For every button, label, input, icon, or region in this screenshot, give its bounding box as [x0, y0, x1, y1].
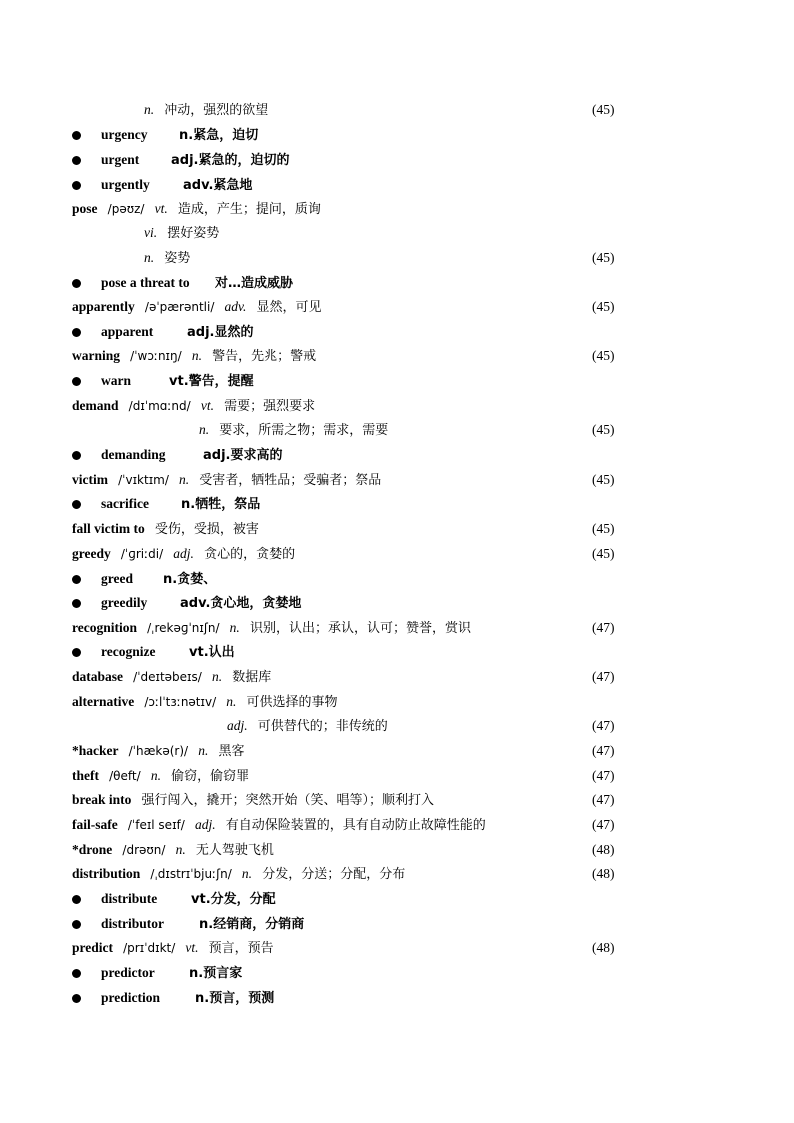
- vocab-line: [72, 788, 632, 812]
- vocab-line: [72, 468, 632, 492]
- derived-word: greedily: [101, 595, 148, 610]
- derived-definition: adv.紧急地: [183, 178, 253, 193]
- headword: pose: [72, 201, 98, 216]
- derived-definition: n.牺牲，祭品: [181, 497, 261, 512]
- definition: 要求，所需之物；需求，需要: [219, 423, 389, 438]
- page-reference: (45): [592, 521, 615, 536]
- definition: 警告，先兆；警戒: [212, 349, 317, 364]
- part-of-speech: n.: [191, 348, 202, 363]
- derivative-line: [72, 492, 632, 516]
- phonetic: /drəʊn/: [122, 843, 166, 857]
- definition: 姿势: [164, 251, 191, 266]
- definition: 摆好姿势: [167, 226, 220, 241]
- part-of-speech: adj.: [227, 718, 248, 733]
- derived-definition: adj.要求高的: [203, 448, 283, 463]
- headword: theft: [72, 768, 99, 783]
- definition: 冲动，强烈的欲望: [164, 103, 269, 118]
- bullet-icon: [72, 451, 81, 460]
- derivative-line: [72, 591, 632, 615]
- headword: distribution: [72, 866, 141, 881]
- definition: 有自动保险装置的，具有自动防止故障性能的: [225, 818, 486, 833]
- vocab-line: [72, 418, 759, 442]
- phonetic: /ˈɡriːdi/: [120, 547, 164, 561]
- page-reference: (45): [592, 546, 615, 561]
- bullet-icon: [72, 920, 81, 929]
- vocab-line: [72, 542, 632, 566]
- phonetic: /ˈhækə(r)/: [128, 744, 189, 758]
- derived-word: sacrifice: [101, 496, 149, 511]
- derived-word: demanding: [101, 447, 166, 462]
- page-reference: (47): [592, 669, 615, 684]
- phonetic: /ˈvɪktɪm/: [118, 473, 169, 487]
- derivative-line: [72, 961, 632, 985]
- page-reference: (48): [592, 866, 615, 881]
- headword: predict: [72, 940, 113, 955]
- part-of-speech: vt.: [154, 201, 168, 216]
- page-reference: (47): [592, 743, 615, 758]
- page-reference: (45): [592, 472, 615, 487]
- bullet-icon: [72, 500, 81, 509]
- definition: 需要；强烈要求: [224, 399, 316, 414]
- phonetic: /dɪˈmɑːnd/: [128, 399, 191, 413]
- part-of-speech: vt.: [185, 940, 199, 955]
- vocab-line: [72, 764, 632, 788]
- page-reference: (45): [592, 102, 615, 117]
- part-of-speech: n.: [226, 694, 237, 709]
- vocab-line: [72, 221, 704, 245]
- derivative-line: [72, 369, 632, 393]
- part-of-speech: adj.: [173, 546, 194, 561]
- page-reference: (48): [592, 842, 615, 857]
- definition: 可供替代的；非传统的: [257, 719, 388, 734]
- page-reference: (45): [592, 250, 615, 265]
- derived-word: distribute: [101, 891, 158, 906]
- headword: fail-safe: [72, 817, 118, 832]
- vocab-line: [72, 690, 632, 714]
- vocab-line: [72, 517, 632, 541]
- derived-definition: n.预言家: [189, 966, 243, 981]
- derivative-line: [72, 640, 632, 664]
- headword: greedy: [72, 546, 111, 561]
- phonetic: /ˈwɔːnɪŋ/: [130, 349, 182, 363]
- part-of-speech: n.: [150, 768, 161, 783]
- part-of-speech: n.: [179, 472, 190, 487]
- derived-word: greed: [101, 571, 133, 586]
- vocab-line: [72, 813, 632, 837]
- part-of-speech: n.: [211, 669, 223, 684]
- headword: break into: [72, 792, 132, 807]
- derivative-line: [72, 567, 632, 591]
- page-reference: (47): [592, 718, 615, 733]
- bullet-icon: [72, 994, 81, 1003]
- phonetic: /əˈpærəntli/: [144, 300, 215, 314]
- phonetic: /ˈfeɪl seɪf/: [127, 818, 185, 832]
- vocab-line: [72, 862, 632, 886]
- part-of-speech: vi.: [144, 225, 158, 240]
- derivative-line: [72, 320, 632, 344]
- vocab-line: [72, 295, 632, 319]
- derived-word: apparent: [101, 324, 154, 339]
- derived-word: predictor: [101, 965, 155, 980]
- derived-word: urgently: [101, 177, 150, 192]
- derived-definition: n.预言，预测: [195, 991, 275, 1006]
- headword: victim: [72, 472, 108, 487]
- part-of-speech: adj.: [194, 817, 216, 832]
- derivative-line: [72, 912, 632, 936]
- definition: 可供选择的事物: [246, 695, 338, 710]
- definition: 强行闯入，撬开；突然开始（笑、唱等）；顺利打入: [141, 793, 435, 808]
- part-of-speech: n.: [144, 250, 155, 265]
- bullet-icon: [72, 181, 81, 190]
- definition: 识别，认出；承认，认可；赞誉，赏识: [249, 621, 471, 636]
- part-of-speech: adv.: [224, 299, 247, 314]
- page-reference: (47): [592, 817, 615, 832]
- definition: 显然，可见: [256, 300, 322, 315]
- bullet-icon: [72, 377, 81, 386]
- bullet-icon: [72, 279, 81, 288]
- headword: *hacker: [72, 743, 119, 758]
- derived-definition: vt.认出: [189, 645, 235, 660]
- derived-word: prediction: [101, 990, 161, 1005]
- derived-definition: n.经销商，分销商: [199, 917, 305, 932]
- part-of-speech: n.: [144, 102, 155, 117]
- derivative-line: [72, 173, 632, 197]
- page-reference: (48): [592, 940, 615, 955]
- part-of-speech: n.: [229, 620, 240, 635]
- bullet-icon: [72, 575, 81, 584]
- page-reference: (45): [592, 299, 615, 314]
- derived-definition: vt.分发，分配: [191, 892, 276, 907]
- bullet-icon: [72, 131, 81, 140]
- headword: fall victim to: [72, 521, 145, 536]
- derivative-line: [72, 443, 632, 467]
- headword: demand: [72, 398, 119, 413]
- definition: 数据库: [232, 670, 272, 685]
- vocab-line: [72, 98, 704, 122]
- phonetic: /ˈdeɪtəbeɪs/: [133, 670, 202, 684]
- definition: 分发，分送；分配，分布: [262, 867, 406, 882]
- derived-word: urgent: [101, 152, 140, 167]
- derived-definition: 对…造成威胁: [215, 276, 294, 291]
- bullet-icon: [72, 969, 81, 978]
- definition: 无人驾驶飞机: [195, 843, 274, 858]
- bullet-icon: [72, 895, 81, 904]
- page-reference: (47): [592, 620, 615, 635]
- derivative-line: [72, 148, 632, 172]
- definition: 预言，预告: [208, 941, 274, 956]
- derivative-line: [72, 271, 632, 295]
- definition: 贪心的，贪婪的: [204, 547, 296, 562]
- page-reference: (47): [592, 792, 615, 807]
- headword: warning: [72, 348, 121, 363]
- derived-word: warn: [101, 373, 131, 388]
- bullet-icon: [72, 599, 81, 608]
- part-of-speech: n.: [175, 842, 186, 857]
- page-reference: (45): [592, 422, 615, 437]
- bullet-icon: [72, 328, 81, 337]
- derived-word: recognize: [101, 644, 156, 659]
- derived-definition: vt.警告，提醒: [169, 374, 254, 389]
- part-of-speech: vt.: [200, 398, 214, 413]
- page-reference: (47): [592, 768, 615, 783]
- derivative-line: [72, 986, 632, 1010]
- derived-definition: adj.紧急的，迫切的: [171, 153, 290, 168]
- definition: 受伤，受损，被害: [154, 522, 259, 537]
- derived-word: pose a threat to: [101, 275, 190, 290]
- phonetic: /prɪˈdɪkt/: [123, 941, 176, 955]
- vocab-line: [72, 197, 632, 221]
- bullet-icon: [72, 648, 81, 657]
- definition: 受害者，牺牲品；受骗者；祭品: [199, 473, 382, 488]
- vocab-line: [72, 936, 632, 960]
- definition: 黑客: [218, 744, 245, 759]
- part-of-speech: n.: [199, 422, 210, 437]
- phonetic: /ˌrekəɡˈnɪʃn/: [147, 621, 220, 635]
- derivative-line: [72, 887, 632, 911]
- phonetic: /θeft/: [109, 769, 141, 783]
- derived-word: urgency: [101, 127, 148, 142]
- page-reference: (45): [592, 348, 615, 363]
- headword: recognition: [72, 620, 137, 635]
- vocab-line: [72, 394, 632, 418]
- derived-definition: adj.显然的: [187, 325, 254, 340]
- vocab-line: [72, 838, 632, 862]
- vocab-line: [72, 665, 632, 689]
- derivative-line: [72, 123, 632, 147]
- headword: *drone: [72, 842, 113, 857]
- phonetic: /pəʊz/: [107, 202, 145, 216]
- bullet-icon: [72, 156, 81, 165]
- phonetic: /ɔːlˈtɜːnətɪv/: [144, 695, 217, 709]
- vocab-line: [72, 714, 787, 738]
- phonetic: /ˌdɪstrɪˈbjuːʃn/: [150, 867, 232, 881]
- definition: 偷窃，偷窃罪: [171, 769, 250, 784]
- derived-definition: n.贪婪、: [163, 572, 217, 587]
- vocab-line: [72, 246, 704, 270]
- headword: alternative: [72, 694, 135, 709]
- vocab-line: [72, 344, 632, 368]
- derived-definition: n.紧急，迫切: [179, 128, 259, 143]
- part-of-speech: n.: [241, 866, 253, 881]
- definition: 造成，产生；提问，质询: [177, 202, 321, 217]
- vocab-line: [72, 616, 632, 640]
- derived-definition: adv.贪心地，贪婪地: [180, 596, 302, 611]
- headword: database: [72, 669, 124, 684]
- part-of-speech: n.: [198, 743, 209, 758]
- derived-word: distributor: [101, 916, 165, 931]
- vocab-line: [72, 739, 632, 763]
- headword: apparently: [72, 299, 135, 314]
